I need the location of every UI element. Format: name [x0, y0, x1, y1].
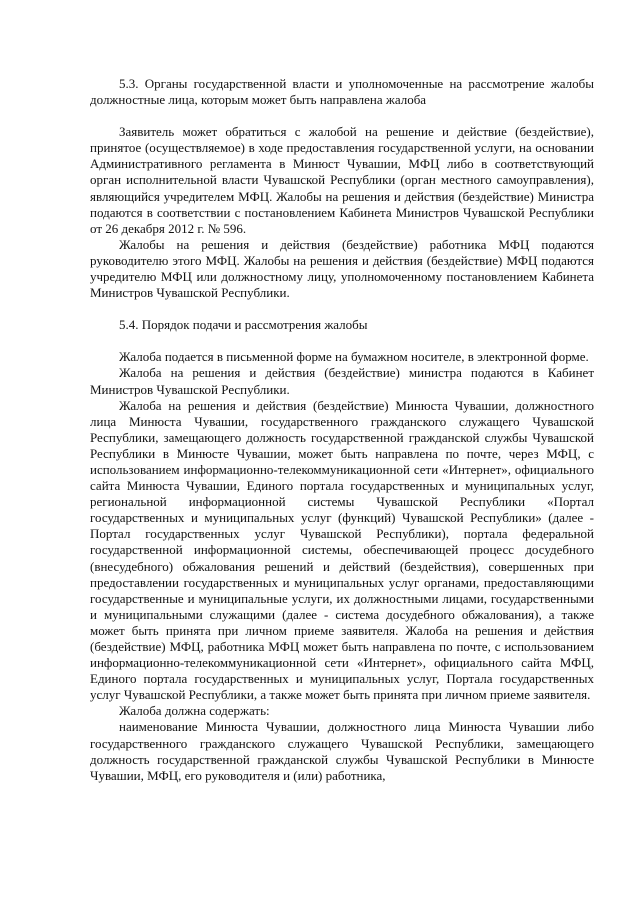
- spacer: [90, 108, 594, 124]
- section-5-3-paragraph-2: Жалобы на решения и действия (бездействие) работника МФЦ подаются руководителю этого МФЦ. Жалобы на решения и действия (бездействие) МФЦ подаются учредителю МФЦ или должностному лицу, уполномоченному постановлением Кабинета Министров Чувашской Республики.: [90, 236, 594, 301]
- section-5-4-paragraph-3: Жалоба на решения и действия (бездействие) Минюста Чувашии, должностного лица Минюста Чувашии, государственного гражданского служащего Чувашской Республики, замещающего должность государственной гражданской службы Чувашской Республики в Минюсте Чувашии, может быть направлена по почте, через МФЦ, с использованием информационно-телекоммуникационной сети «Интернет», официального сайта Минюста Чувашии, Единого портала государственных и муниципальных услуг, региональной информационной системы Чувашской Республики «Портал государственных и муниципальных услуг (функций) Чувашской Республики» (далее - Портал государственных услуг Чувашской Республики), портала федеральной государственной информационной системы, обеспечивающей процесс досудебного (внесудебного) обжалования решений и действий (бездействия), совершенных при предоставлении государственных и муниципальных услуг органами, предоставляющими государственные и муниципальные услуги, их должностными лицами, государственными и муниципальными служащими (далее - система досудебного обжалования), а также может быть принята при личном приеме заявителя. Жалоба на решения и действия (бездействие) МФЦ, работника МФЦ может быть направлена по почте, с использованием информационно-телекоммуникационной сети «Интернет», официального сайта МФЦ, Единого портала государственных и муниципальных услуг, Портала государственных услуг Чувашской Республики, а также может быть принята при личном приеме заявителя.: [90, 397, 594, 703]
- section-5-4-paragraph-5: наименование Минюста Чувашии, должностного лица Минюста Чувашии либо государственного гражданского служащего Чувашской Республики, замещающего должность государственной гражданской службы Чувашской Республики в Минюсте Чувашии, МФЦ, его руководителя и (или) работника,: [90, 719, 594, 783]
- section-5-3-paragraph-1: Заявитель может обратиться с жалобой на решение и действие (бездействие), принятое (осуществляемое) в ходе предоставления государственной услуги, на основании Административного регламента в Минюст Чувашии, МФЦ либо в соответствующий орган исполнительной власти Чувашской Республики (орган местного самоуправления), являющийся учредителем МФЦ. Жалобы на решения и действия (бездействие) Министра подаются в соответствии с постановлением Кабинета Министров Чувашской Республики от 26 декабря 2012 г. № 596.: [90, 124, 594, 236]
- section-5-3-heading: 5.3. Органы государственной власти и уполномоченные на рассмотрение жалобы должностные лица, которым может быть направлена жалоба: [90, 76, 594, 108]
- spacer: [90, 301, 594, 317]
- section-5-4-heading: 5.4. Порядок подачи и рассмотрения жалобы: [119, 317, 368, 333]
- section-5-4-paragraph-4: Жалоба должна содержать:: [119, 703, 270, 719]
- spacer: [90, 333, 594, 349]
- section-5-4-paragraph-2: Жалоба на решения и действия (бездействие) министра подаются в Кабинет Министров Чувашской Республики.: [90, 365, 594, 397]
- section-5-4-paragraph-1: Жалоба подается в письменной форме на бумажном носителе, в электронной форме.: [119, 349, 589, 365]
